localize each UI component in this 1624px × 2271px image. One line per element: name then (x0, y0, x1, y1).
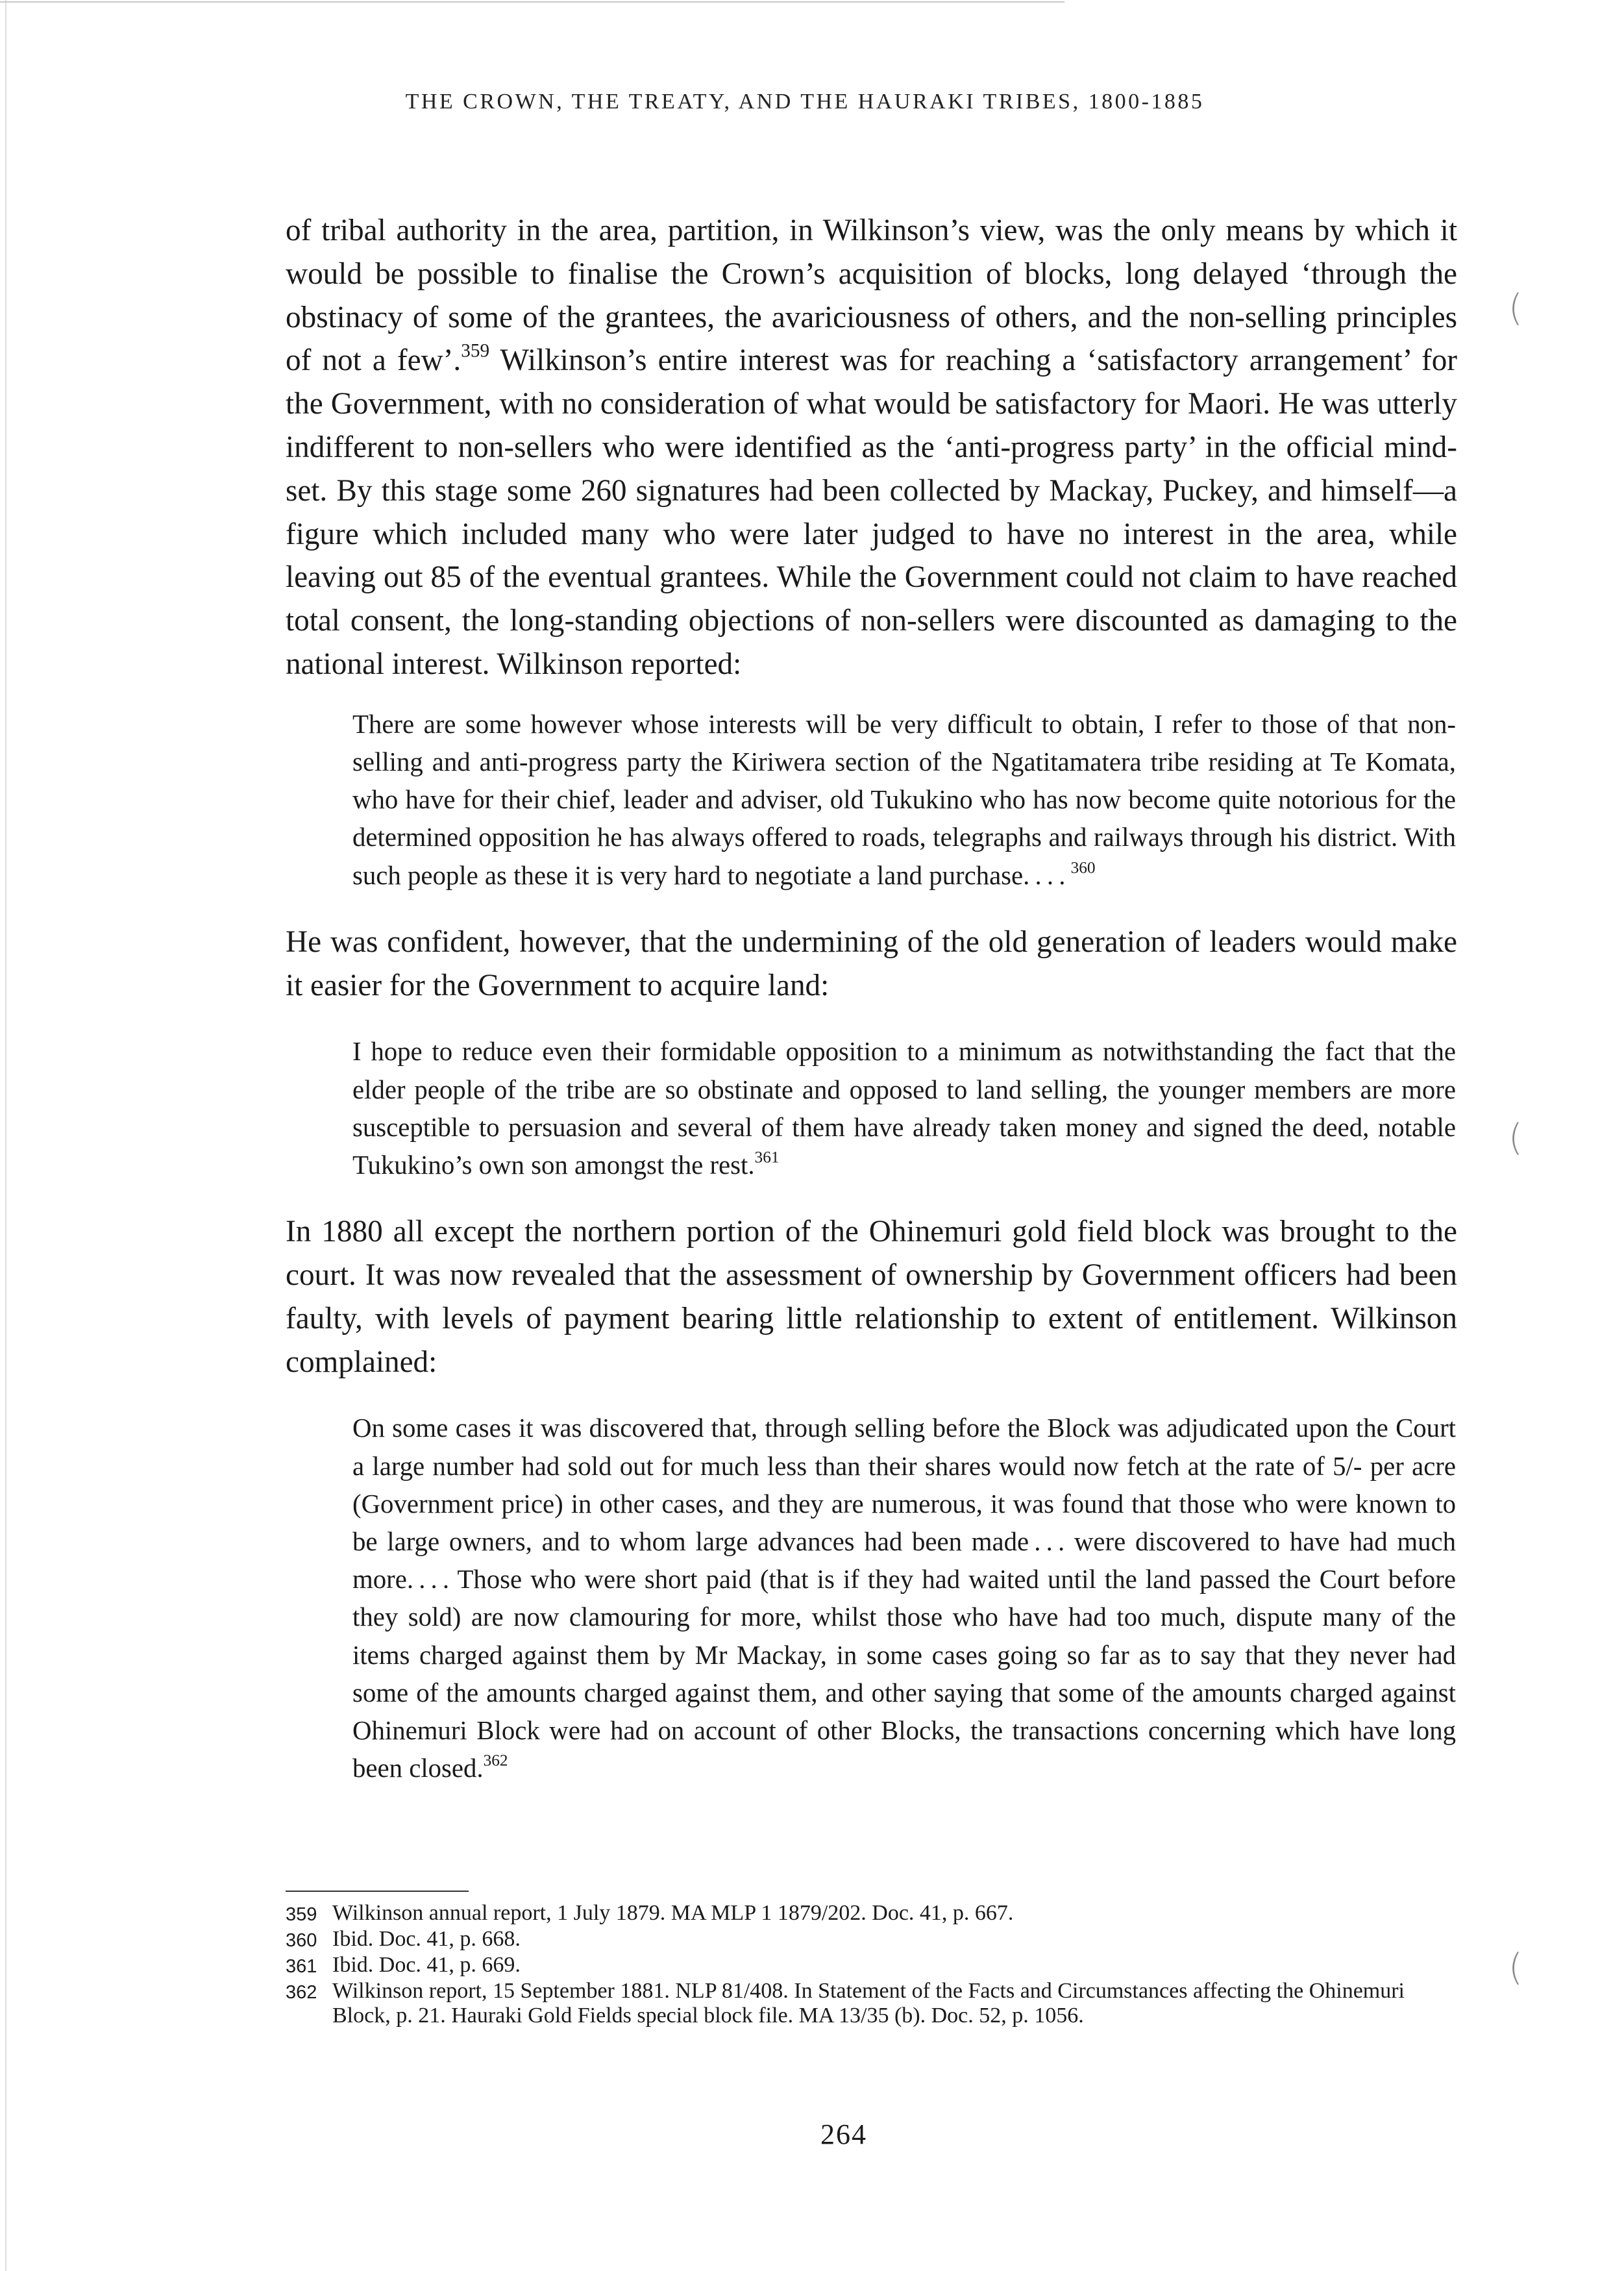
footnotes (286, 1901, 1457, 2028)
margin-bracket-mark: ( (1508, 1946, 1523, 1989)
block-quote-2: I hope to reduce even their formidable opposition to a minimum as notwithstanding the fact that the elder people of the tribe are so obstinate and opposed to land selling, the younger members are more susceptible to persuasion and several of them have already taken money and signed the deed, notable Tukukino’s own son amongst the rest.$^{361}$ (352, 1037, 1456, 1180)
footnote-359 (286, 1901, 1457, 1927)
footnote-362 (286, 1979, 1457, 2028)
running-head: THE CROWN, THE TREATY, AND THE HAURAKI TRIBES, 1800-1885 (405, 90, 1205, 114)
paragraph-2: He was confident, however, that the undermining of the old generation of leaders would make it easier for the Government to acquire land: (286, 925, 1457, 1002)
footnote-separator (286, 1891, 469, 1892)
body-text (286, 209, 1457, 1787)
page-number: 264 (820, 2118, 867, 2150)
margin-bracket-mark: ( (1508, 287, 1523, 329)
footnote-ref-359[interactable]: 359 (461, 340, 490, 362)
margin-bracket-mark: ( (1508, 1117, 1523, 1159)
scan-edge-top (0, 1, 1064, 3)
footnote-360 (286, 1927, 1457, 1953)
footnote-number: 361 (286, 1956, 317, 1977)
footnote-text: Wilkinson report, 15 September 1881. NLP 81/408. In Statement of the Facts and Circumstances affecting the Ohinemuri Block, p. 21. Hauraki Gold Fields special block file. MA 13/35 (b). Doc. 52, p. 1056. (332, 1979, 1405, 2028)
block-quote-1: There are some however whose interests will be very difficult to obtain, I refer to those of that non-selling and anti-progress party the Kiriwera section of the Ngatitamatera tribe residing at Te Komata, who have for their chief, leader and adviser, old Tukukino who has now become quite notorious for the determined opposition he has always offered to roads, telegraphs and railways through his district. With such people as these it is very hard to negotiate a land purchase. . . . $^{360}$ (352, 709, 1456, 890)
paragraph-3: In 1880 all except the northern portion of the Ohinemuri gold field block was brought to the court. It was now revealed that the assessment of ownership by Government officers had been faulty, with levels of payment bearing little relationship to extent of entitlement. Wilkinson complained: (286, 1215, 1457, 1379)
footnote-ref-360[interactable]: 360 (1070, 858, 1096, 876)
scan-edge-left (5, 0, 6, 2271)
footnote-number: 362 (286, 1982, 317, 2003)
footnote-text: Ibid. Doc. 41, p. 669. (332, 1953, 521, 1977)
paragraph-1: of tribal authority in the area, partition, in Wilkinson’s view, was the only means by which it would be possible to finalise the Crown’s acquisition of blocks, long delayed ‘through the obstinacy of some of the grantees, the avariciousness of others, and the non-selling principles of not a few’.$^{359}$ Wilkinson’s entire interest was for reaching a ‘satisfactory arrangement’ for the Government, with no consideration of what would be satisfactory for Maori. He was utterly indifferent to non-sellers who were identified as the ‘anti-progress party’ in the official mind-set. By this stage some 260 signatures had been collected by Mackay, Puckey, and himself—a figure which included many who were later judged to have no interest in the area, while leaving out 85 of the eventual grantees. While the Government could not claim to have reached total consent, the long-standing objections of non-sellers were discounted as damaging to the national interest. Wilkinson reported: (286, 214, 1458, 681)
footnote-number: 360 (286, 1930, 317, 1951)
footnote-text: Ibid. Doc. 41, p. 668. (332, 1927, 521, 1951)
block-quote-3: On some cases it was discovered that, through selling before the Block was adjudicated upon the Court a large number had sold out for much less than their shares would now fetch at the rate of 5/- per acre (Government price) in other cases, and they are numerous, it was found that those who were known to be large owners, and to whom large advances had been made . . . were discovered to have had much more. . . . Those who were short paid (that is if they had waited until the land passed the Court before they sold) are now clamouring for more, whilst those who have had too much, dispute many of the items charged against them by Mr Mackay, in some cases going so far as to say that they never had some of the amounts charged against them, and other saying that some of the amounts charged against Ohinemuri Block were had on account of other Blocks, the transactions concerning which have long been closed.$^{362}$ (352, 1413, 1456, 1783)
footnote-ref-361[interactable]: 361 (754, 1148, 780, 1167)
footnote-text: Wilkinson annual report, 1 July 1879. MA MLP 1 1879/202. Doc. 41, p. 667. (332, 1901, 1014, 1925)
footnote-361 (286, 1953, 1457, 1979)
footnote-ref-362[interactable]: 362 (483, 1751, 508, 1770)
footnote-number: 359 (286, 1904, 317, 1925)
